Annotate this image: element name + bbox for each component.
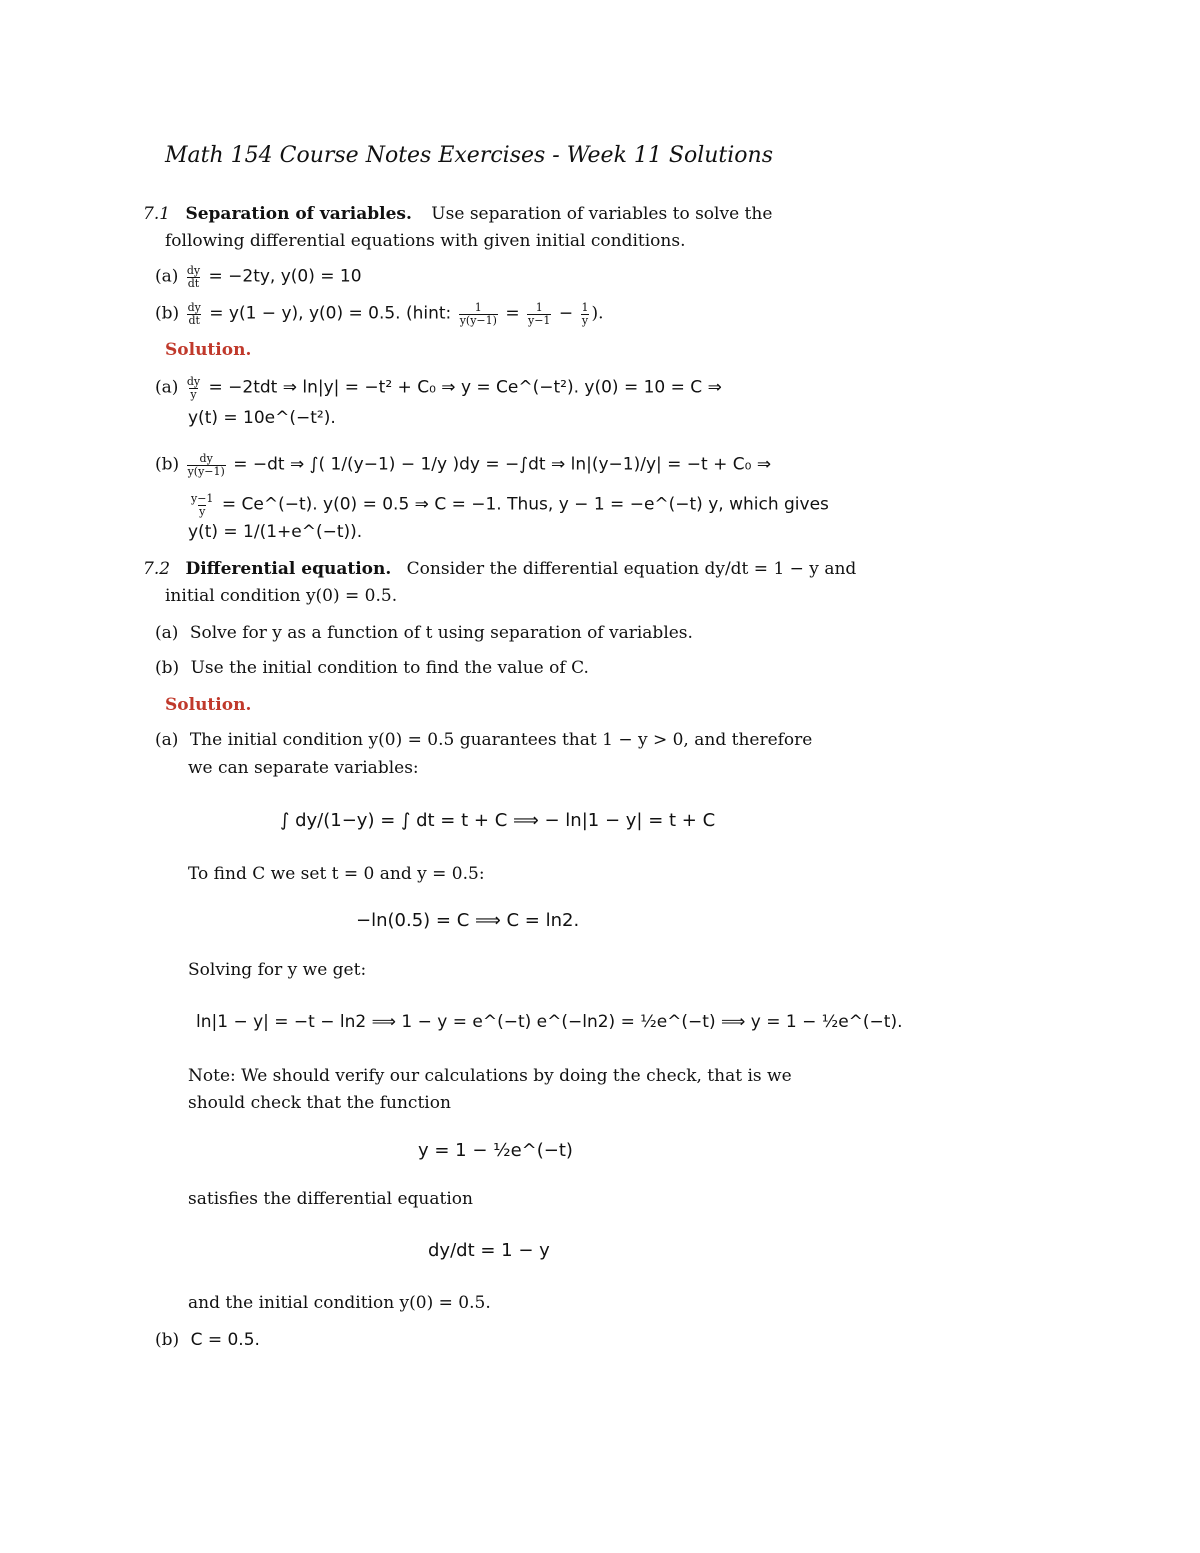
satisfies-text: satisfies the differential equation (188, 1189, 473, 1209)
display-equation-4: y = 1 − ½e^(−t) (418, 1140, 573, 1161)
solution-label: Solution. (165, 695, 252, 715)
dy-y-fraction: $\frac{dy}{y}$ (186, 375, 201, 401)
display-equation-1: ∫ dy/(1−y) = ∫ dt = t + C ⟹ − ln|1 − y| = t + C (280, 810, 716, 831)
hint-fraction: $\frac{1}{y-1}$ (527, 301, 551, 327)
part-b (155, 660, 589, 677)
part-label: (b) (155, 1330, 180, 1350)
dy-dt-fraction: $\frac{dy}{dt}$ (187, 301, 201, 327)
part-label: (b) (155, 658, 180, 678)
solution-part-b (155, 453, 771, 477)
solution-equation: = −dt ⇒ ∫( 1/(y−1) − 1/y )dy = −∫dt ⇒ ln|(y−1)/y| = −t + C₀ ⇒ (233, 454, 772, 475)
solution-part-b (155, 1332, 260, 1349)
display-equation-2: −ln(0.5) = C ⟹ C = ln2. (356, 910, 580, 931)
part-label: (a) (155, 377, 179, 398)
page-title: Math 154 Course Notes Exercises - Week 11 Solutions (165, 143, 773, 168)
part-b: (b) $\frac{dy}{dt}$ = y(1 − y), y(0) = 0.5. (hint: $\frac{1}{y(y-1)}$ = $\frac{1}{y-1}$ − $\frac{1}{y}$ ). (155, 301, 604, 327)
solution-part-a (155, 376, 722, 400)
solution-label: Solution. (165, 340, 252, 360)
part-text: Use the initial condition to find the value of C. (190, 658, 589, 678)
solution-text: The initial condition y(0) = 0.5 guarantees that 1 − y > 0, and therefore (189, 730, 813, 750)
part-a (155, 265, 362, 289)
problem-heading: Separation of variables. (185, 204, 412, 224)
part-label: (b) (155, 303, 180, 324)
problem-intro: Consider the differential equation dy/dt = 1 − y and (406, 559, 857, 579)
solution-result: y(t) = 1/(1+e^(−t)). (188, 522, 363, 542)
problem-number: 7.1 (143, 204, 171, 224)
problem-7-1-header (143, 206, 772, 223)
problem-intro-continued: initial condition y(0) = 0.5. (165, 586, 398, 606)
dy-dt-fraction: $\frac{dy}{dt}$ (186, 264, 201, 290)
hint-fraction: $\frac{1}{y(y-1)}$ (459, 301, 497, 327)
note-text-continued: should check that the function (188, 1093, 451, 1113)
solving-text: Solving for y we get: (188, 960, 367, 980)
part-label: (b) (155, 454, 180, 475)
solution-text: C = 0.5. (190, 1330, 260, 1350)
part-label: (a) (155, 730, 179, 750)
find-c-text: To find C we set t = 0 and y = 0.5: (188, 864, 485, 884)
solution-result: y(t) = 10e^(−t²). (188, 408, 336, 428)
part-a-equation: = −2ty, y(0) = 10 (208, 266, 362, 287)
solution-equation: = −2tdt ⇒ ln|y| = −t² + C₀ ⇒ y = Ce^(−t²). y(0) = 10 = C ⇒ (208, 377, 722, 398)
solution-line (188, 493, 829, 517)
part-a (155, 625, 693, 642)
part-b-equation: = y(1 − y), y(0) = 0.5. (hint: (209, 303, 452, 324)
problem-heading: Differential equation. (185, 559, 392, 579)
display-equation-3: ln|1 − y| = −t − ln2 ⟹ 1 − y = e^(−t) e^(−ln2) = ½e^(−t) ⟹ y = 1 − ½e^(−t). (196, 1012, 903, 1032)
solution-equation: = Ce^(−t). y(0) = 0.5 ⇒ C = −1. Thus, y − 1 = −e^(−t) y, which gives (221, 494, 829, 515)
part-text: Solve for y as a function of t using separation of variables. (189, 623, 693, 643)
initial-condition-text: and the initial condition y(0) = 0.5. (188, 1293, 491, 1313)
hint-fraction: $\frac{1}{y}$ (581, 301, 589, 327)
part-label: (a) (155, 266, 179, 287)
solution-part-a (155, 732, 812, 749)
problem-intro-continued: following differential equations with given initial conditions. (165, 231, 686, 251)
problem-7-2-header (143, 561, 856, 578)
problem-number: 7.2 (143, 559, 171, 579)
fraction: $\frac{y-1}{y}$ (191, 492, 214, 518)
note-text: Note: We should verify our calculations by doing the check, that is we (188, 1066, 792, 1086)
display-equation-5: dy/dt = 1 − y (428, 1240, 550, 1261)
problem-intro: Use separation of variables to solve the (431, 204, 773, 224)
fraction: $\frac{dy}{y(y-1)}$ (187, 452, 225, 478)
solution-text: we can separate variables: (188, 758, 419, 778)
part-label: (a) (155, 623, 179, 643)
